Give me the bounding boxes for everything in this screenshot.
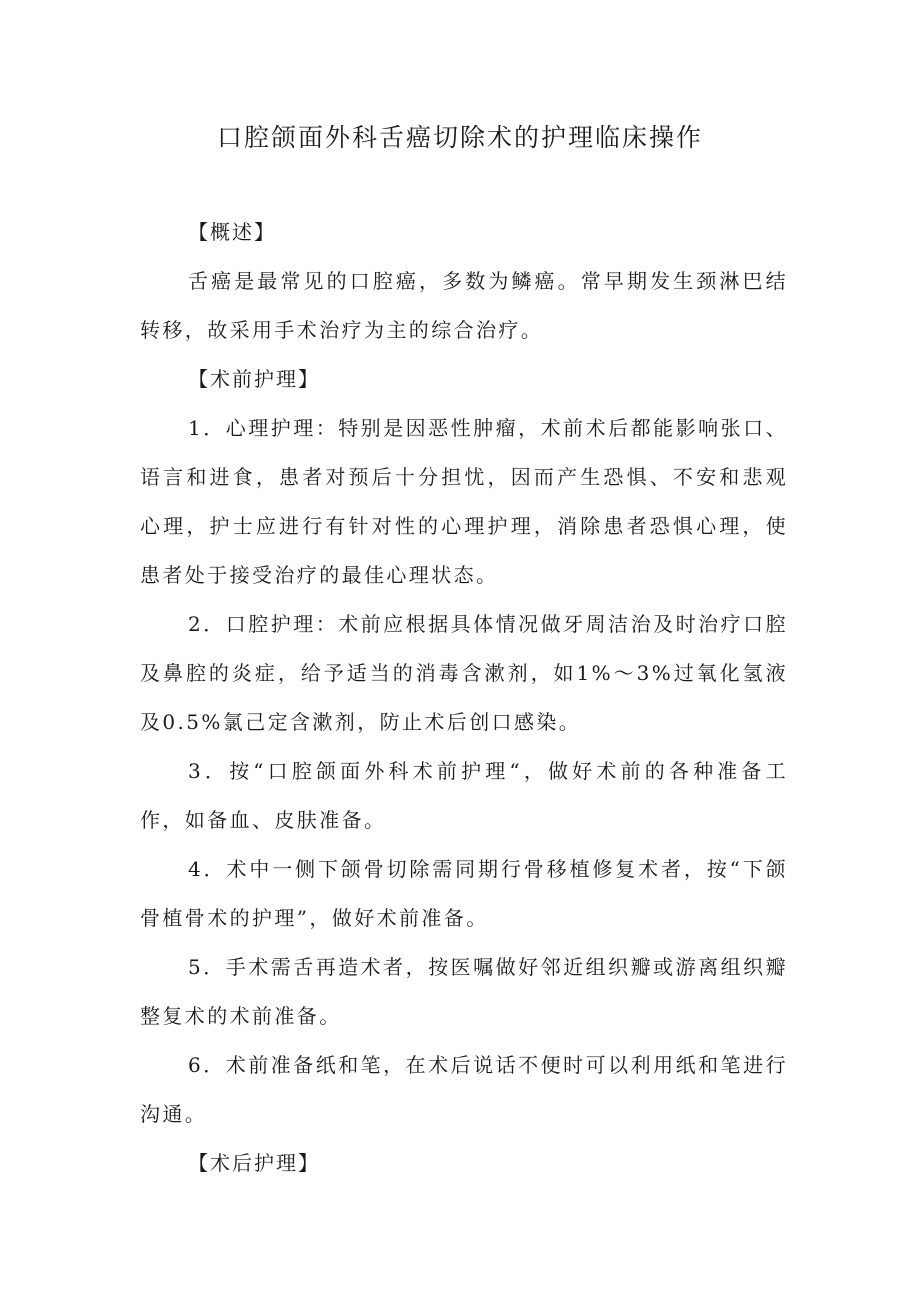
section-heading-preop: 【术前护理】 [188,367,320,391]
preop-item-2: 2．口腔护理：术前应根据具体情况做牙周洁治及时治疗口腔及鼻腔的炎症，给予适当的消毒含漱剂，如1%～3%过氧化氢液及0.5%氯己定含漱剂，防止术后创口感染。 [140,612,788,734]
preop-item-4: 4．术中一侧下颌骨切除需同期行骨移植修复术者，按“下颌骨植骨术的护理”，做好术前准备。 [140,857,788,930]
document-title: 口腔颌面外科舌癌切除术的护理临床操作 [216,123,703,152]
preop-item-1: 1．心理护理：特别是因恶性肿瘤，术前术后都能影响张口、语言和进食，患者对预后十分担忧，因而产生恐惧、不安和悲观心理，护士应进行有针对性的心理护理，消除患者恐惧心理，使患者处于接受治疗的最佳心理状态。 [140,416,788,587]
preop-item-5: 5．手术需舌再造术者，按医嘱做好邻近组织瓣或游离组织瓣整复术的术前准备。 [140,955,788,1028]
preop-item-3: 3．按“口腔颌面外科术前护理“，做好术前的各种准备工作，如备血、皮肤准备。 [140,759,788,832]
document-body [140,208,788,1188]
overview-paragraph: 舌癌是最常见的口腔癌，多数为鳞癌。常早期发生颈淋巴结转移，故采用手术治疗为主的综合治疗。 [140,269,788,342]
section-heading-overview: 【概述】 [188,220,276,244]
section-heading-postop: 【术后护理】 [188,1151,320,1175]
preop-item-6: 6．术前准备纸和笔，在术后说话不便时可以利用纸和笔进行沟通。 [140,1053,788,1126]
